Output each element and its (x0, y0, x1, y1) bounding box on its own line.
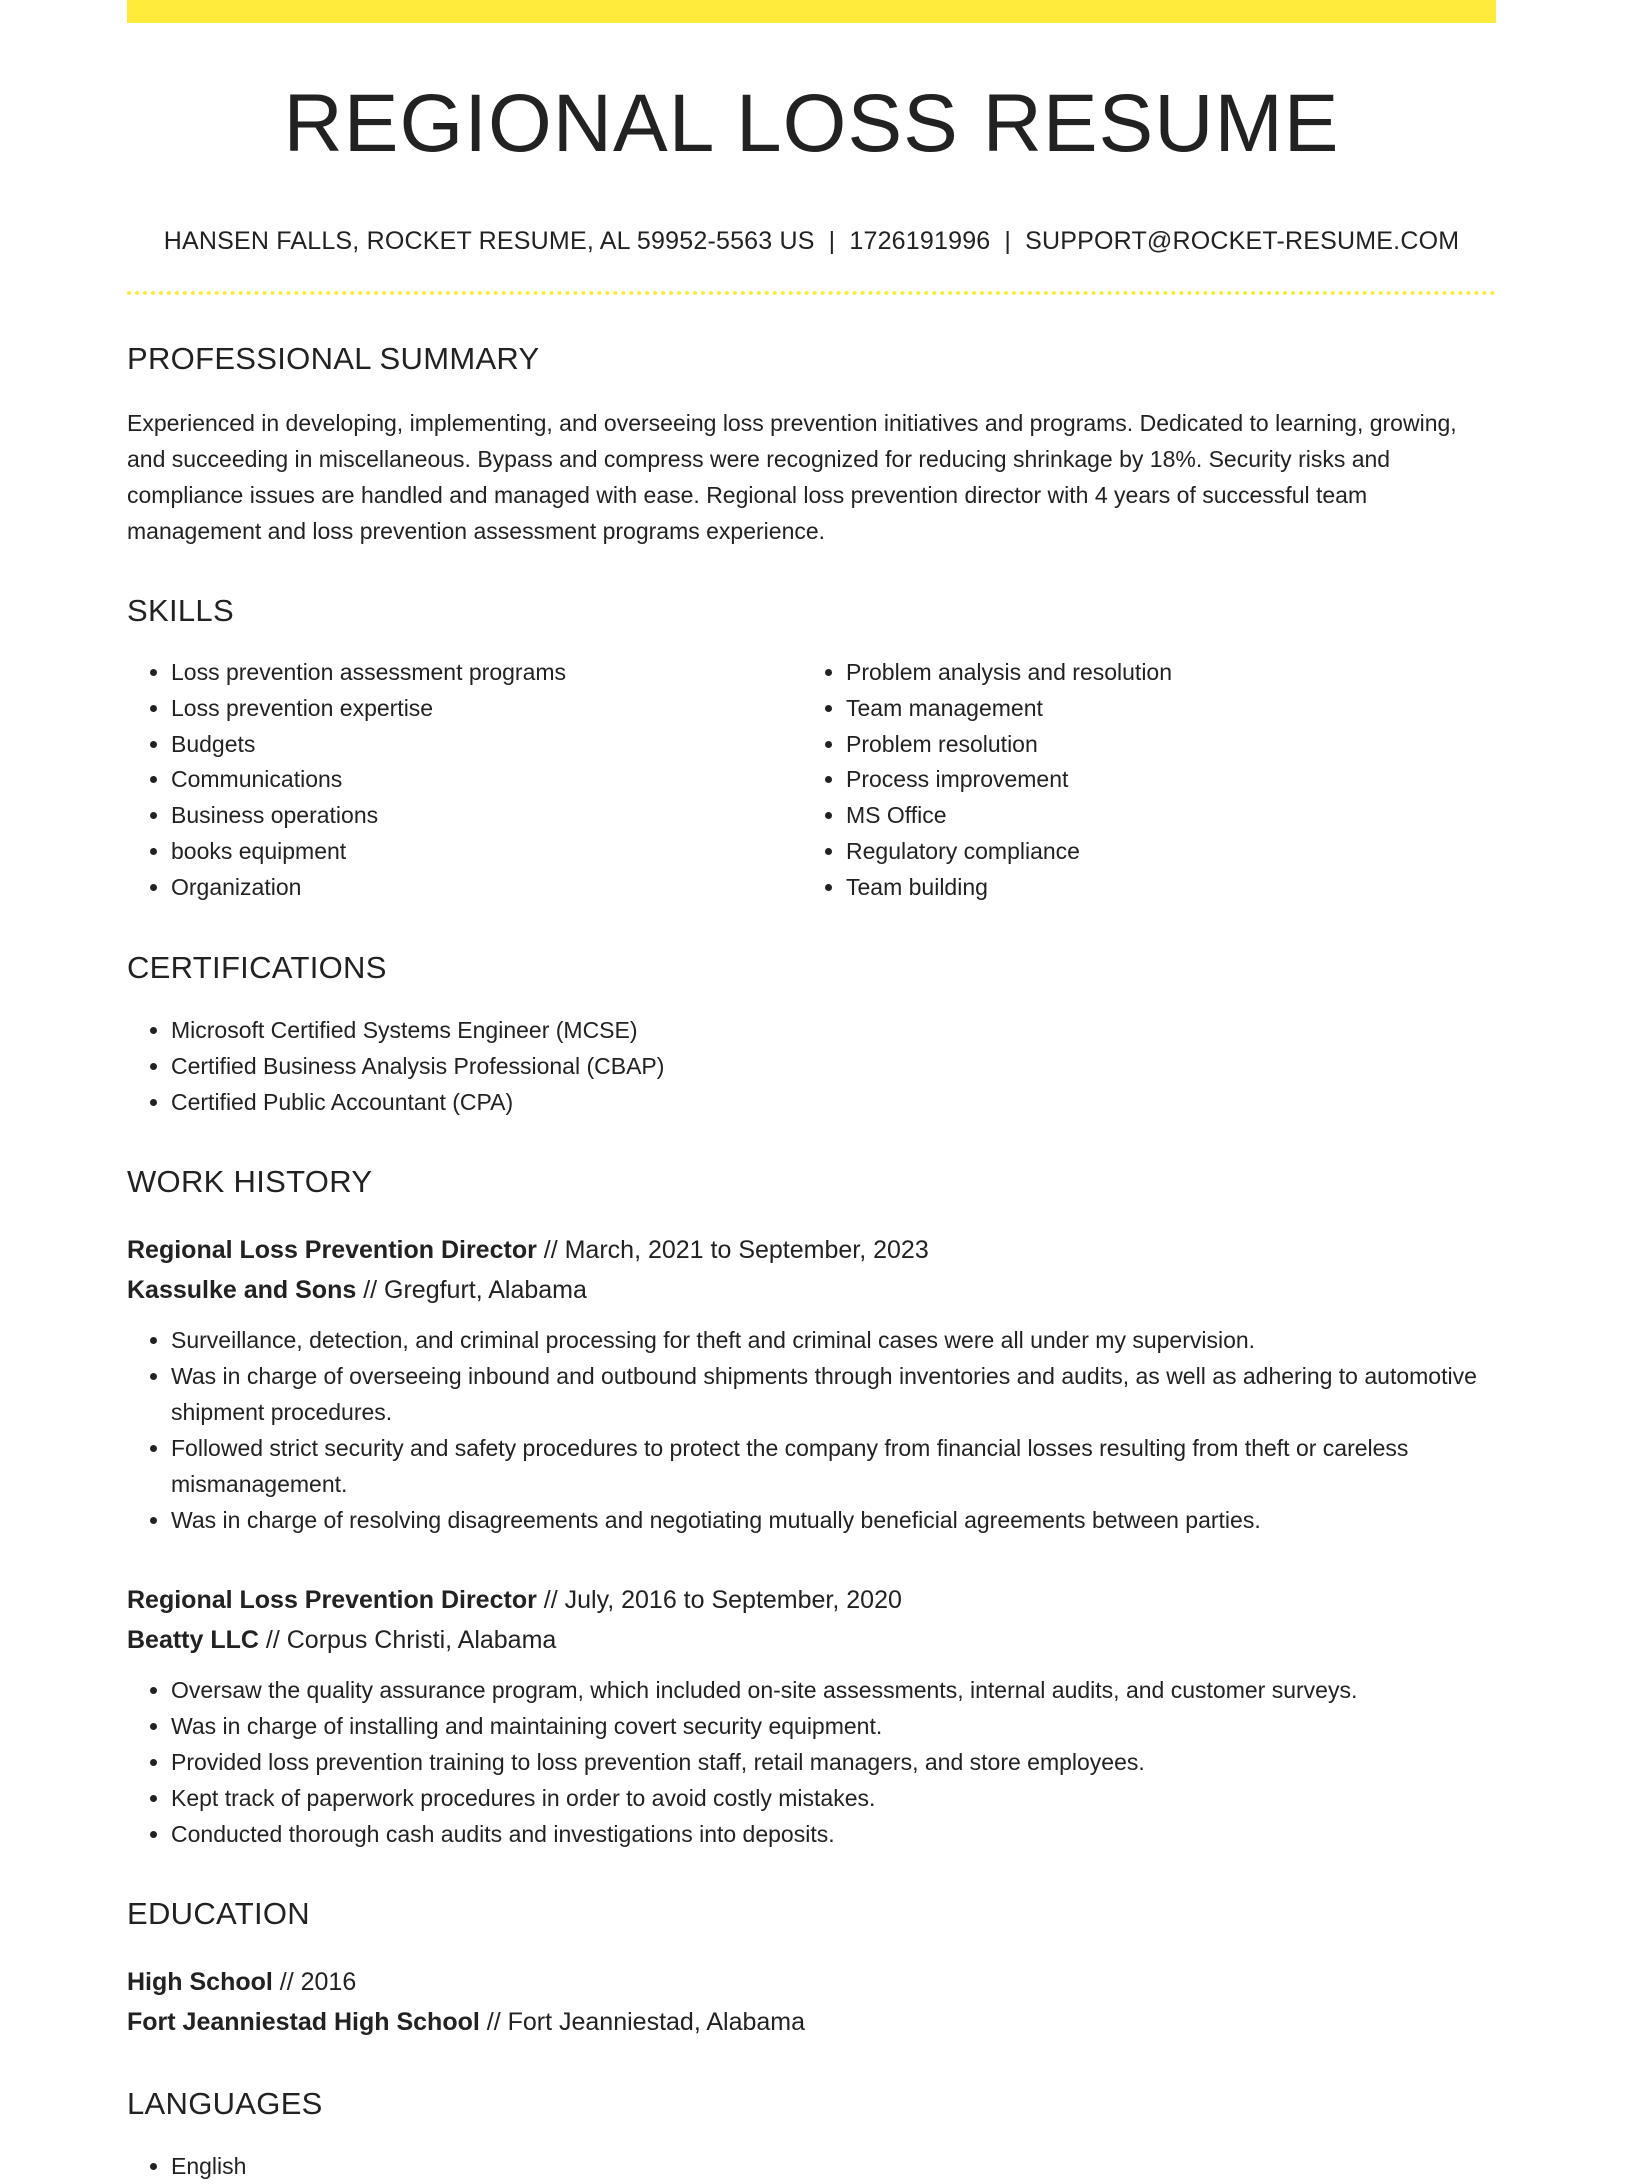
job-bullet: • Followed strict security and safety procedures to protect the company from financial losses resulting from theft or careless mismanagement. (171, 1430, 1496, 1502)
job-bullet: • Provided loss prevention training to loss prevention staff, retail managers, and store employees. (171, 1744, 1496, 1780)
job-bullet: • Was in charge of overseeing inbound and outbound shipments through inventories and audits, as well as adhering to automotive shipment procedures. (171, 1358, 1496, 1430)
job-location: // Gregfurt, Alabama (356, 1275, 587, 1304)
skill-item: • Problem resolution (846, 727, 1477, 763)
skill-item: • Team building (846, 870, 1477, 906)
job-bullet: • Conducted thorough cash audits and investigations into deposits. (171, 1816, 1496, 1852)
summary-heading: PROFESSIONAL SUMMARY (127, 341, 540, 376)
language-item: • English (171, 2148, 1496, 2184)
skills-column-left (127, 655, 802, 906)
certifications-heading: CERTIFICATIONS (127, 949, 387, 985)
skill-item: • Organization (171, 870, 802, 906)
top-accent-bar (127, 0, 1496, 23)
skills-columns (127, 655, 1496, 906)
contact-email[interactable]: SUPPORT@ROCKET-RESUME.COM (1025, 227, 1460, 255)
education-year: // 2016 (272, 1967, 357, 1996)
resume-page (127, 0, 1496, 2184)
job-title: Regional Loss Prevention Director (127, 1235, 537, 1264)
languages-heading: LANGUAGES (127, 2085, 323, 2121)
job-company: Kassulke and Sons (127, 1275, 357, 1304)
job-location: // Corpus Christi, Alabama (258, 1625, 557, 1654)
contact-separator: | (1004, 227, 1012, 255)
job-bullet: • Kept track of paperwork procedures in order to avoid costly mistakes. (171, 1780, 1496, 1816)
certification-item: • Certified Business Analysis Professional (CBAP) (171, 1048, 1496, 1084)
education-heading: EDUCATION (127, 1895, 310, 1931)
skill-item: • Loss prevention expertise (171, 691, 802, 727)
job-company: Beatty LLC (127, 1625, 259, 1654)
job-bullet: • Surveillance, detection, and criminal processing for theft and criminal cases were all under my supervision. (171, 1322, 1496, 1358)
job-dates: // July, 2016 to September, 2020 (536, 1585, 902, 1614)
work-history-heading: WORK HISTORY (127, 1163, 373, 1199)
resume-title: REGIONAL LOSS RESUME (283, 78, 1340, 169)
skill-item: • Regulatory compliance (846, 834, 1477, 870)
skill-item: • Team management (846, 691, 1477, 727)
contact-separator: | (828, 227, 836, 255)
job-title: Regional Loss Prevention Director (127, 1585, 537, 1614)
skill-item: • Process improvement (846, 762, 1477, 798)
job-bullets (127, 1322, 1496, 1538)
certifications-list (127, 1012, 1496, 1120)
certification-item: • Microsoft Certified Systems Engineer (MCSE) (171, 1012, 1496, 1048)
job-title-line (127, 1580, 1496, 1620)
education-degree-line (127, 1962, 1496, 2002)
skill-item: • Problem analysis and resolution (846, 655, 1477, 691)
job-dates: // March, 2021 to September, 2023 (536, 1235, 929, 1264)
job-bullet: • Was in charge of installing and maintaining covert security equipment. (171, 1708, 1496, 1744)
job-bullets (127, 1672, 1496, 1852)
dotted-divider (127, 291, 1496, 295)
summary-text: Experienced in developing, implementing, and overseeing loss prevention initiatives and programs. Dedicated to learning, growing, and succeeding in miscellaneous. Bypass and compress were recognized for reducing shrinkage by 18%. Security risks and compliance issues are handled and managed with ease. Regional loss prevention director with 4 years of successful team management and loss prevention assessment programs experience. (127, 410, 1457, 544)
job-title-line (127, 1230, 1496, 1270)
skill-item: • MS Office (846, 798, 1477, 834)
job-company-line (127, 1270, 1496, 1310)
skill-item: • Business operations (171, 798, 802, 834)
skills-heading: SKILLS (127, 593, 234, 628)
languages-list (127, 2148, 1496, 2184)
education-location: // Fort Jeanniestad, Alabama (479, 2007, 806, 2036)
skill-item: • books equipment (171, 834, 802, 870)
skill-item: • Loss prevention assessment programs (171, 655, 802, 691)
skill-item: • Budgets (171, 727, 802, 763)
job-company-line (127, 1620, 1496, 1660)
job-bullet: • Was in charge of resolving disagreements and negotiating mutually beneficial agreements between parties. (171, 1502, 1496, 1538)
skills-column-right (802, 655, 1477, 906)
contact-line (127, 227, 1496, 256)
education-school: Fort Jeanniestad High School (127, 2007, 480, 2036)
education-degree: High School (127, 1967, 273, 1996)
education-school-line (127, 2002, 1496, 2042)
contact-address: HANSEN FALLS, ROCKET RESUME, AL 59952-5563 US (163, 227, 815, 255)
job-bullet: • Oversaw the quality assurance program, which included on-site assessments, internal audits, and customer surveys. (171, 1672, 1496, 1708)
certification-item: • Certified Public Accountant (CPA) (171, 1084, 1496, 1120)
contact-phone: 1726191996 (849, 227, 991, 255)
skill-item: • Communications (171, 762, 802, 798)
